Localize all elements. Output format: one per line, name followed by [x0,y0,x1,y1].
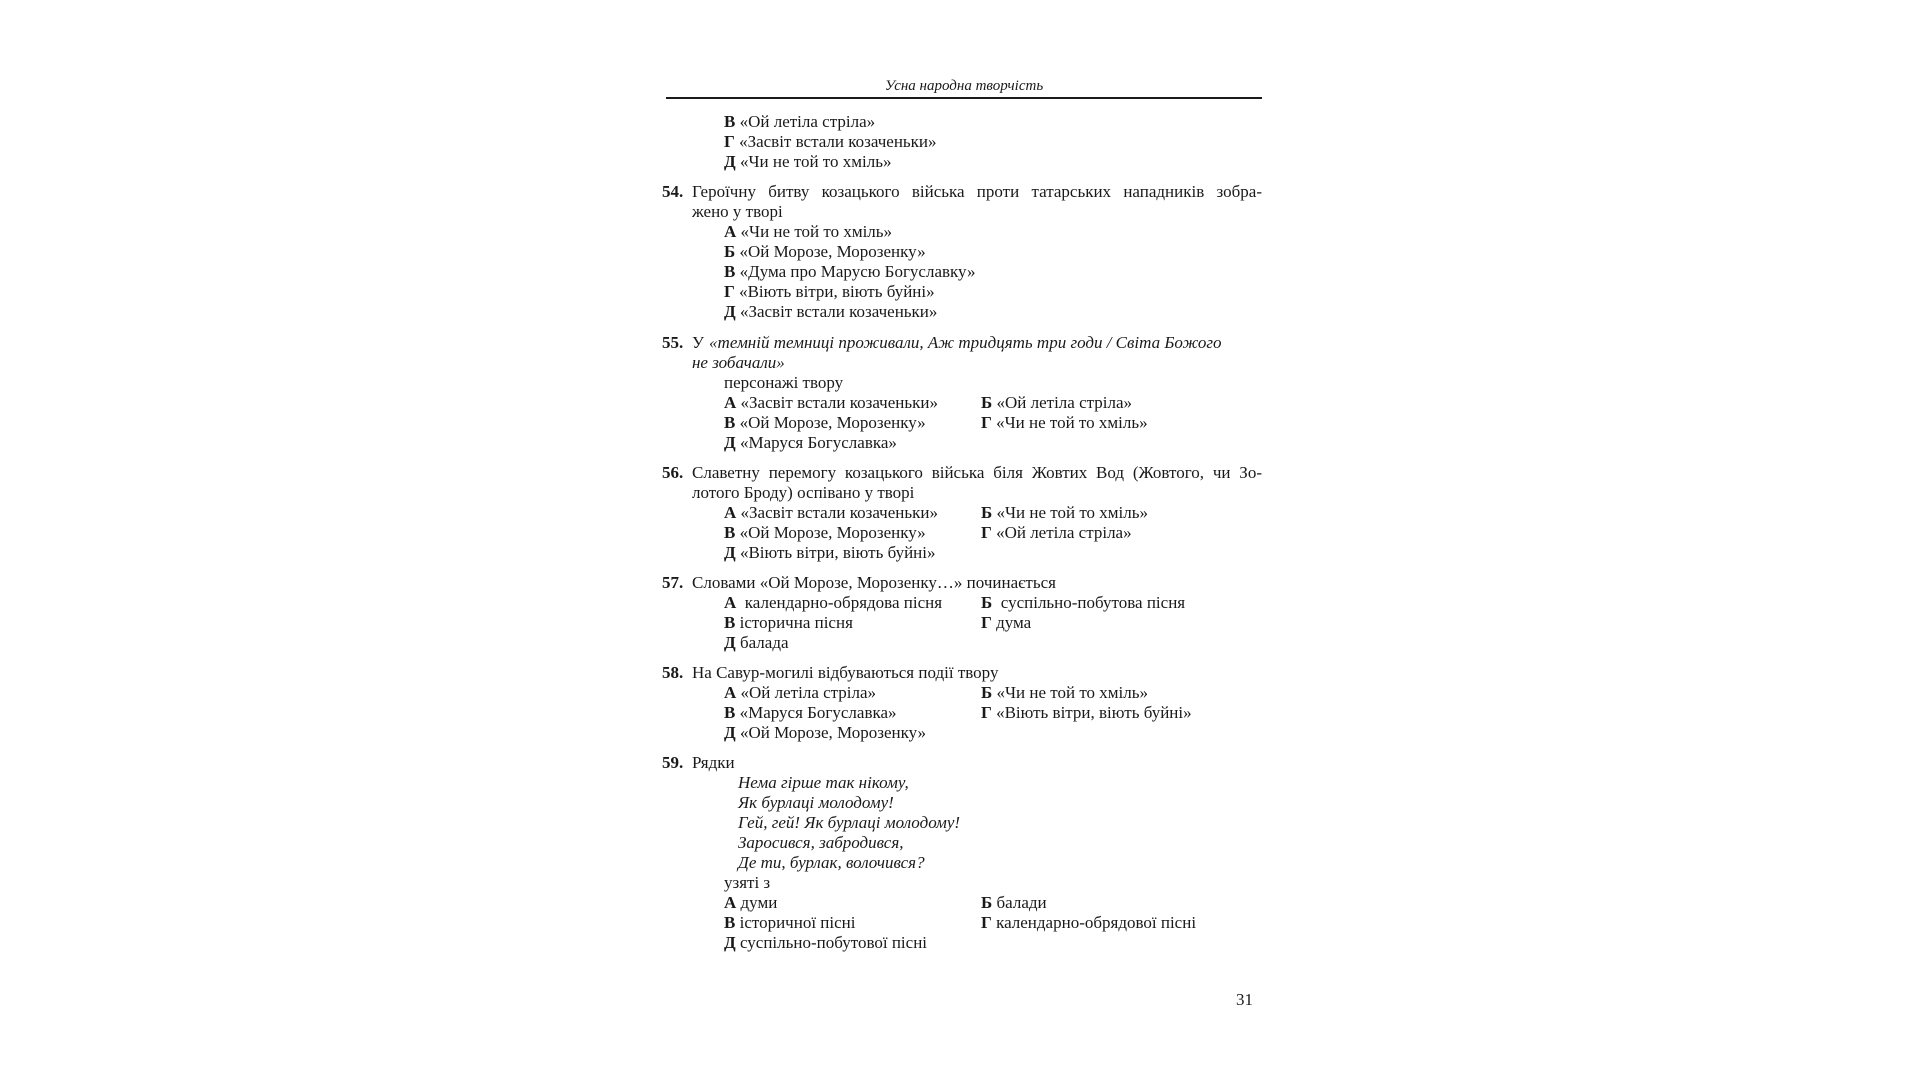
option: В «Дума про Марусю Богуславку» [724,262,976,281]
option: В «Ой Морозе, Морозенку» [724,413,926,432]
option: Д «Чи не той то хміль» [724,152,892,171]
verse-line: Нема гірше так нікому, [738,773,909,792]
option: Б «Чи не той то хміль» [981,503,1149,522]
verse-line: Гей, гей! Як бурлаці молодому! [738,813,961,832]
option: А «Чи не той то хміль» [724,222,893,241]
question-text: Рядки [692,753,735,772]
running-header: Усна народна творчість [884,78,1044,94]
option: Г «Ой летіла стріла» [981,523,1132,542]
question-number: 54. [662,182,684,201]
option: Г «Віють вітри, віють буйні» [724,282,935,301]
option: Д «Віють вітри, віють буйні» [724,543,936,562]
option: Б «Ой Морозе, Морозенку» [724,242,926,261]
question-number: 59. [662,753,684,772]
option: В «Ой Морозе, Морозенку» [724,523,926,542]
option: А «Ой летіла стріла» [724,683,877,702]
option: Д балада [724,633,789,652]
option: А думи [724,893,778,912]
option: Д «Ой Морозе, Морозенку» [724,723,927,742]
option: Г календарно-обрядової пісні [981,913,1197,932]
option: А «Засвіт встали козаченьки» [724,503,938,522]
option: Б «Чи не той то хміль» [981,683,1149,702]
option: В «Ой летіла стріла» [724,112,876,131]
option: Б балади [981,893,1047,912]
question-number: 56. [662,463,684,482]
option: Д суспільно-побутової пісні [724,933,928,952]
page-number: 31 [1236,990,1253,1009]
option: Г «Засвіт встали козаченьки» [724,132,937,151]
question-text: Героїчну битву козацького війська проти татарських нападників зобра- [692,182,1262,201]
option: Б суспільно-побутова пісня [981,593,1186,612]
question-text: У «темній темниці проживали, Аж тридцять три годи / Світа Божого [692,333,1222,352]
option: В історична пісня [724,613,853,632]
option: Г «Віють вітри, віють буйні» [981,703,1192,722]
question-text: На Савур-могилі відбуваються події твору [692,663,999,682]
header-rule [666,97,1262,99]
question-number: 55. [662,333,684,352]
option: А календарно-обрядова пісня [724,593,943,612]
question-text: Славетну перемогу козацького війська біля Жовтих Вод (Жовтого, чи Зо- [692,463,1262,482]
question-text: жено у творі [692,202,783,221]
option: А «Засвіт встали козаченьки» [724,393,938,412]
option: Д «Маруся Богуславка» [724,433,897,452]
option: Б «Ой летіла стріла» [981,393,1133,412]
verse-line: Заросився, забродився, [738,833,904,852]
question-text: узяті з [724,873,771,892]
option: Г дума [981,613,1032,632]
question-number: 57. [662,573,684,592]
option: Д «Засвіт встали козаченьки» [724,302,938,321]
verse-line: Де ти, бурлак, волочився? [738,853,925,872]
question-number: 58. [662,663,684,682]
option: В «Маруся Богуславка» [724,703,897,722]
option: Г «Чи не той то хміль» [981,413,1148,432]
question-text: персонажі твору [724,373,844,392]
question-quote: не зобачали» [692,353,785,372]
question-text: Словами «Ой Морозе, Морозенку…» починається [692,573,1056,592]
verse-line: Як бурлаці молодому! [738,793,894,812]
question-text: лотого Броду) оспівано у творі [692,483,915,502]
option: В історичної пісні [724,913,856,932]
